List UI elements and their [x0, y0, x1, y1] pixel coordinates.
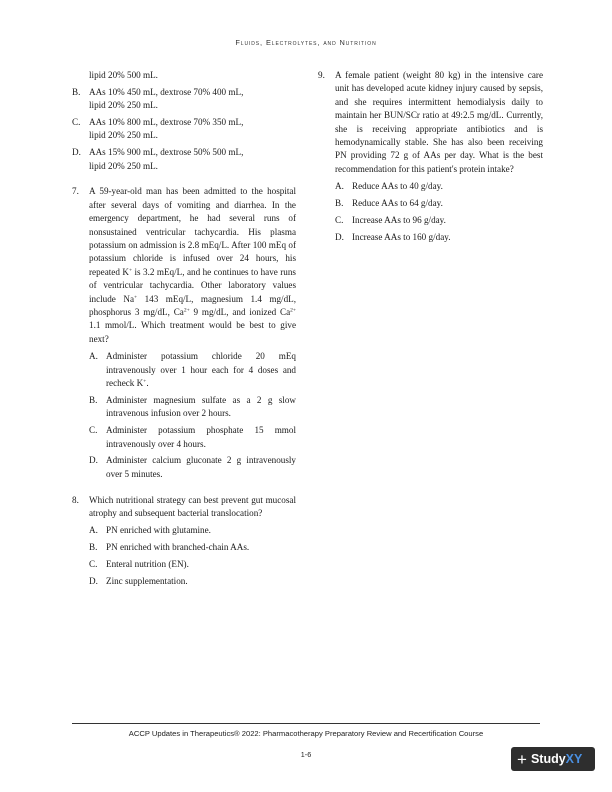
option-line: AAs 10% 800 mL, dextrose 70% 350 mL, — [89, 117, 244, 127]
answer-option-b — [335, 197, 543, 210]
question-number: 7. — [72, 186, 79, 197]
option-text: PN enriched with branched-chain AAs. — [106, 542, 250, 553]
answer-option-c — [89, 424, 296, 451]
option-letter: D. — [335, 231, 344, 242]
option-line: lipid 20% 250 mL. — [89, 160, 158, 171]
option-text: Administer potassium phosphate 15 mmol intravenously over 4 hours. — [106, 425, 296, 449]
answer-option-d — [89, 454, 296, 481]
carryover-option-c — [72, 116, 296, 143]
question-number: 9. — [318, 70, 325, 80]
option-text: Administer calcium gluconate 2 g intravenously over 5 minutes. — [106, 455, 296, 479]
brand-xy: XY — [565, 752, 583, 766]
question-8 — [72, 494, 296, 589]
question-stem: A 59-year-old man has been admitted to the hospital after several days of vomiting and diarrhea. In the emergency department, he had several runs of nonsustained ventricular tachycardia. His plasma potassium on admission is 2.8 mEq/L. After 100 mEq of potassium chloride is infused over 24 hours, his repeated K+ is 3.2 mEq/L, and he continues to have runs of ventricular tachycardia. Other laboratory values include Na+ 143 mEq/L, magnesium 1.4 mg/dL, phosphorus 3 mg/dL, $Ca^{2+}$ 9 mg/dL, and ionized $Ca^{2+}$ 1.1 mmol/L. Which treatment would be best to give next? — [89, 186, 296, 344]
option-letter: A. — [335, 181, 344, 192]
option-text: Increase AAs to 160 g/day. — [352, 231, 451, 242]
running-head — [0, 38, 612, 47]
option-letter: C. — [72, 117, 81, 127]
running-title: Fluids, Electrolytes, and Nutrition — [235, 38, 377, 47]
left-column — [72, 69, 296, 592]
option-text: Administer potassium chloride 20 mEq intravenously over 1 hour each for 4 doses and recheck K+. — [106, 351, 296, 389]
answer-option-b — [89, 394, 296, 421]
option-letter: A. — [89, 525, 98, 536]
question-7 — [72, 185, 296, 481]
option-text: Administer magnesium sulfate as a 2 g slow intravenous infusion over 2 hours. — [106, 394, 296, 419]
footer-rule — [72, 723, 540, 724]
answer-option-a — [335, 180, 543, 193]
option-line: lipid 20% 250 mL. — [89, 130, 158, 141]
option-letter: C. — [89, 425, 98, 436]
option-letter: D. — [89, 575, 98, 586]
option-text: Reduce AAs to 40 g/day. — [352, 181, 443, 192]
plus-icon: + — [517, 749, 527, 769]
option-letter: D. — [89, 455, 98, 466]
option-text: Increase AAs to 96 g/day. — [352, 214, 446, 225]
answer-option-c — [335, 214, 543, 227]
answer-option-c — [89, 558, 296, 571]
option-text: PN enriched with glutamine. — [106, 525, 211, 536]
option-letter: B. — [89, 394, 98, 405]
carryover-option-b — [72, 86, 296, 113]
option-line: AAs 15% 900 mL, dextrose 50% 500 mL, — [89, 147, 244, 158]
option-text: Enteral nutrition (EN). — [106, 558, 189, 569]
page-number: 1-6 — [300, 750, 312, 759]
studyxy-watermark-logo — [511, 747, 595, 771]
brand-study: Study — [530, 752, 566, 766]
option-line: AAs 10% 450 mL, dextrose 70% 400 mL, — [89, 86, 244, 97]
option-letter: B. — [72, 86, 81, 97]
option-text: Reduce AAs to 64 g/day. — [352, 198, 443, 209]
option-letter: B. — [89, 542, 98, 553]
option-letter: C. — [89, 558, 98, 569]
option-letter: B. — [335, 198, 344, 209]
question-stem: A female patient (weight 80 kg) in the intensive care unit has developed acute kidney injury caused by sepsis, and she requires intermittent hemodialysis daily to maintain her BUN/SCr ratio at 49:2.5 mg/dL. Currently, she is receiving appropriate antibiotics and is hemodynamically stable. She has also been receiving PN providing 72 g of AAs per day. What is the best recommendation for this patient's protein intake? — [335, 70, 543, 174]
option-letter: C. — [335, 214, 344, 225]
question-number: 8. — [72, 494, 79, 505]
option-line: lipid 20% 250 mL. — [89, 100, 158, 111]
option-letter: A. — [89, 351, 98, 362]
answer-option-a — [89, 524, 296, 537]
answer-option-b — [89, 541, 296, 554]
answer-option-d — [89, 575, 296, 588]
right-column — [318, 69, 543, 247]
question-9 — [318, 69, 543, 244]
answer-option-a — [89, 350, 296, 390]
carryover-option-d — [72, 146, 296, 173]
carryover-option-a-tail: lipid 20% 500 mL. — [89, 70, 158, 80]
option-text: Zinc supplementation. — [106, 575, 188, 586]
question-stem: Which nutritional strategy can best prevent gut mucosal atrophy and subsequent bacterial translocation? — [89, 494, 296, 518]
option-letter: D. — [72, 147, 81, 158]
answer-option-d — [335, 231, 543, 244]
footer-course-title: ACCP Updates in Therapeutics® 2022: Pharmacotherapy Preparatory Review and Recertification Course — [128, 729, 484, 738]
